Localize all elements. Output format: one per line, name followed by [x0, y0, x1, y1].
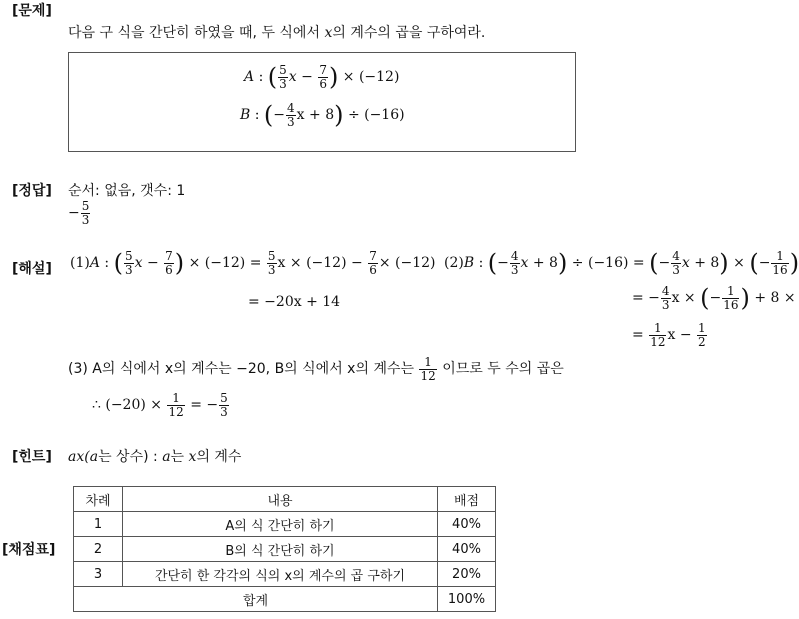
frac-4-3: $\frac{4}{3}$: [287, 101, 295, 129]
equation-a: A : ( $\frac{5}{3}$ x − $\frac{7}{6}$ ) × (−12): [244, 63, 400, 92]
rubric-total-label: 합계: [74, 587, 438, 612]
label-answer: [정답]: [12, 183, 52, 199]
eq-a-tail: × (−12): [342, 69, 400, 86]
rubric-cell-no: 1: [74, 512, 123, 537]
explanation-part2-line1: (2)B : (− $\frac{4}{3}$ x + 8) ÷ (−16) = (− $\frac{4}{3}$ x + 8) × (− $\frac{1}{16}$ ): [444, 249, 799, 278]
explanation-part1: (1)A : ( $\frac{5}{3}$ x − $\frac{7}{6}$ ) × (−12) = $\frac{5}{3}$ x × (−12) − $\frac{7}{6}$ × (−12): [70, 249, 436, 278]
label-problem: [문제]: [12, 3, 52, 19]
rubric-header-row: [74, 487, 496, 512]
rubric-header-no: 차례: [74, 487, 123, 512]
explanation-part1-line2: = −20x + 14: [248, 294, 341, 310]
statement-post: 의 계수의 곱을 구하여라.: [332, 25, 486, 41]
explanation-part3: (3) A의 식에서 x의 계수는 −20, B의 식에서 x의 계수는 $\frac{1}{12}$ 이므로 두 수의 곱은: [68, 355, 564, 383]
table-row: [74, 512, 496, 537]
rubric-header-score: 배점: [438, 487, 496, 512]
explanation-part2-line2: = − $\frac{4}{3}$ x × (− $\frac{1}{16}$ ) + 8 ×: [632, 284, 796, 313]
rubric-cell-no: 3: [74, 562, 123, 587]
frac-5-3: $\frac{5}{3}$: [279, 63, 287, 91]
label-rubric: [채점표]: [2, 542, 56, 558]
eq-b-tail: ÷ (−16): [347, 107, 405, 124]
rubric-total-row: [74, 587, 496, 612]
rubric-total-score: 100%: [438, 587, 496, 612]
eq-b-name: B: [240, 107, 251, 124]
hint-text: ax(a는 상수) : a는 x의 계수: [68, 449, 242, 465]
statement-var: x: [324, 25, 333, 41]
rubric-cell-score: 20%: [438, 562, 496, 587]
answer-value: − $\frac{5}{3}$: [68, 199, 90, 227]
rubric-cell-score: 40%: [438, 512, 496, 537]
table-row: [74, 537, 496, 562]
eq-b-mid: x + 8: [296, 107, 335, 124]
explanation-part2-line3: = $\frac{1}{12}$ x − $\frac{1}{2}$: [632, 321, 706, 349]
equation-b: B : (− $\frac{4}{3}$ x + 8) ÷ (−16): [240, 101, 405, 130]
frac-7-6: $\frac{7}{6}$: [319, 63, 327, 91]
rubric-cell-content: B의 식 간단히 하기: [123, 537, 438, 562]
rubric-cell-no: 2: [74, 537, 123, 562]
rubric-cell-score: 40%: [438, 537, 496, 562]
answer-line1: 순서: 없음, 갯수: 1: [68, 183, 186, 199]
rubric-table: [73, 486, 496, 612]
table-row: [74, 562, 496, 587]
eq-a-name: A: [244, 69, 255, 86]
rubric-cell-content: A의 식 간단히 하기: [123, 512, 438, 537]
statement-pre: 다음 구 식을 간단히 하였을 때, 두 식에서: [68, 25, 325, 41]
label-hint: [힌트]: [12, 449, 52, 465]
rubric-cell-content: 간단히 한 각각의 식의 x의 계수의 곱 구하기: [123, 562, 438, 587]
rubric-header-content: 내용: [123, 487, 438, 512]
problem-statement: [68, 26, 485, 40]
label-explanation: [해설]: [12, 261, 52, 277]
explanation-conclusion: ∴ (−20) × $\frac{1}{12}$ = − $\frac{5}{3}$: [92, 391, 228, 419]
